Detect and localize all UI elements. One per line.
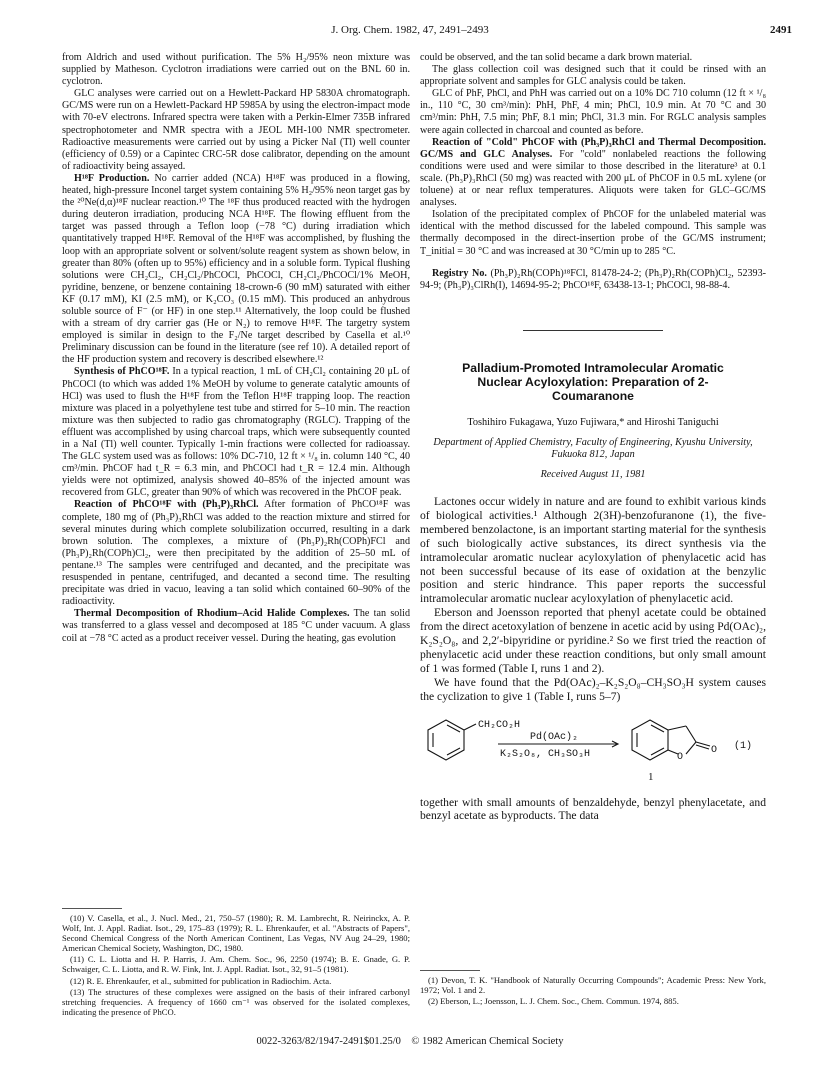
paragraph-isolation: Isolation of the precipitated complex of PhCOF for the unlabeled material was identical with the method discussed for the labeled compound. This sample was thermally decomposed in the direct-insertion probe of the GC/MS instrument; T_initial = 30 °C and was increased at 30 °C/min up to 285 °C.	[420, 209, 766, 257]
footnote-rule	[420, 970, 480, 971]
page-header	[0, 0, 820, 42]
text-synthesis: In a typical reaction, 1 mL of CH₂Cl₂ containing 20 μL of PhCOCl (to which was added 1% MeOH by volume to generate catalytic amounts of HCl) was used to flush the H¹⁸F from the Teflon H¹⁸F trapping loop. The reaction mixture was placed in a polyethylene test tube and stirred for 5–10 min. The reaction mixture was then subjected to radio gas chromatography (RGLC). Trapping of the effluent was accomplished by using charcoal traps, which were subsequently counted in a NaI (Tl) well counter. Typically 1-min fractions were collected for radioassay. The GLC system used was as follows: 10% DC-710, 12 ft × ¹/₈ in. column 140 °C, 40 cm³/min. PhCOF had t_R = 6.3 min, and PhCOCl had t_R = 12.4 min. Although yields were not optimized, analysis showed 40–85% of the injected amount was recovered from GLC, greater than 90% of which was recovered in the PhCOF peak.	[62, 366, 410, 499]
heading-reaction: Reaction of PhCO¹⁸F with (Ph₃P)₃RhCl.	[74, 499, 259, 511]
article-separator	[523, 330, 663, 331]
inner-bond	[651, 748, 664, 755]
footer-copyright: © 1982 American Chemical Society	[411, 1036, 564, 1047]
heading-synthesis: Synthesis of PhCO¹⁸F.	[74, 366, 170, 378]
journal-citation: J. Org. Chem. 1982, 47, 2491–2493	[331, 24, 489, 36]
text-cold-reaction: For "cold" nonlabeled reactions the following conditions were used and were similar to those described in the literature³ at 0.1 scale. (Ph₃P)₃RhCl (50 mg) was reacted with 200 μL of PhCOF in 0.5 mL xylene (or toluene) at or near reflux temperatures. Aliquots were taken for GLC–GC/MS analyses.	[420, 148, 766, 209]
inner-bond	[651, 725, 664, 732]
text-registry: (Ph₃P)₂Rh(COPh)¹⁸FCl, 81478-24-2; (Ph₃P)₂Rh(COPh)Cl₂, 52393-94-9; (Ph₃P)₃ClRh(I), 14694-95-2; PhCO¹⁸F, 63438-13-1; PhCOCl, 98-88-4.	[420, 267, 766, 291]
left-column	[62, 52, 410, 645]
footnote-10: (10) V. Casella, et al., J. Nucl. Med., 21, 750–57 (1980); R. M. Lambrecht, R. Neirinckx, A. P. Wolf, Int. J. Appl. Radiat. Isot., 29, 175–83 (1979); R. L. Ehrenkaufer, et al. "Abstracts of Papers", Second Chemical Congress of the North American Continent, Las Vegas, NV Aug 24–29, 1980; American Chemical Society, Washington, DC, 1980.	[62, 913, 410, 954]
footer-code: 0022-3263/82/1947-2491$01.25/0	[256, 1036, 401, 1047]
ring-bond	[686, 742, 696, 754]
ring-oxygen-label: O	[677, 751, 684, 763]
heading-h18f-production: H¹⁸F Production.	[74, 172, 150, 184]
heading-thermal: Thermal Decomposition of Rhodium–Acid Halide Complexes.	[74, 608, 350, 620]
article-paragraph-eberson: Eberson and Joensson reported that phenyl acetate could be obtained from the direct acetoxylation of benzene in acetic acid by using Pd(OAc)₂, K₂S₂O₈, and 2,2′-bipyridine or pyridine.² So we first tried the reaction of phenylacetic acid under these reaction conditions, but only small amount of 1 was formed (Table I, runs 1 and 2).	[420, 606, 766, 675]
reaction-scheme	[420, 710, 766, 788]
article-paragraph-byproducts: together with small amounts of benzaldehyde, benzyl phenylacetate, and benzyl acetate as byproducts. The data	[420, 795, 766, 823]
heading-registry: Registry No.	[432, 267, 487, 279]
paragraph-registry	[420, 268, 766, 292]
paragraph-collection-coil: The glass collection coil was designed such that it could be rinsed with an appropriate solvent and samples for GLC analysis could be taken.	[420, 64, 766, 88]
text-thermal: The tan solid was transferred to a glass vessel and decomposed at 185 °C under vacuum. A glass coil at −78 °C acted as a product receiver vessel. During the heating, gas evolution	[62, 608, 410, 644]
footnote-13: (13) The structures of these complexes were assigned on the basis of their infrared carbonyl stretching frequencies. A frequency of 1660 cm⁻¹ was observed for the isolated complexes, indicating the presence of PhCO.	[62, 986, 410, 1017]
footnote-1: (1) Devon, T. K. "Handbook of Naturally Occurring Compounds"; Academic Press: New York, 1972; Vol. 1 and 2.	[420, 975, 766, 996]
paragraph-h18f-production	[62, 173, 410, 367]
substituent-bond	[464, 724, 476, 730]
article-affiliation: Department of Applied Chemistry, Faculty of Engineering, Kyushu University, Fukuoka 812, Japan	[433, 436, 753, 460]
text-reaction: After formation of PhCO¹⁸F was complete, 180 mg of (Ph₃P)₃RhCl was added to the reaction mixture and stirred for several minutes during which complete solubilization occurred, resulting in a dark brown solution. The complexes, a mixture of (Ph₃P)₂Rh(COPh)FCl and (Ph₃P)₂Rh(COPh)Cl₂, were then precipitated by the addition of 25–50 mL of pentane.¹³ The samples were centrifuged and decanted, and the precipitate was resuspended in pentane, centrifuged, and decanted a second time. The resulting precipitate was dried in vacuo, leaving a tan solid which contained 60–90% of the radioactivity.	[62, 499, 410, 608]
page-number: 2491	[770, 24, 792, 36]
inner-bond	[447, 748, 460, 755]
ring-bond	[686, 726, 696, 742]
paragraph-reaction	[62, 499, 410, 608]
page-footer	[0, 1036, 820, 1047]
footnote-11: (11) C. L. Liotta and H. P. Harris, J. Am. Chem. Soc., 96, 2250 (1974); B. E. Gnade, G. P. Schwaiger, C. L. Liotta, and R. W. Fink, Int. J. Appl. Radiat. Isot., 32, 91–5 (1981).	[62, 954, 410, 975]
paragraph-continued: could be observed, and the tan solid became a dark brown material.	[420, 52, 693, 63]
left-footnotes	[62, 908, 410, 1018]
right-footnotes	[420, 970, 766, 1007]
reagent-above: Pd(OAc)₂	[530, 731, 579, 743]
heading-cold-reaction: Reaction of "Cold" PhCOF with (Ph₃P)₃RhCl and Thermal Decomposition. GC/MS and GLC Analyses.	[420, 136, 766, 160]
paragraph-cold-reaction	[420, 137, 766, 210]
footnote-rule	[62, 908, 122, 909]
right-column	[420, 52, 766, 823]
text-h18f-production: No carrier added (NCA) H¹⁸F was produced in a flowing, heated, high-pressure Inconel target system containing 5% H₂/95% neon target gas by the ²⁰Ne(d,α)¹⁸F nuclear reaction.¹⁰ The ¹⁸F thus produced reacted with the hydrogen during deuteron irradiation, producing NCA H¹⁸F. The flowing effluent from the target was passed through a Teflon loop (−78 °C) during irradiation which quantitatively trapped H¹⁸F. Removal of the H¹⁸F was accomplished, by flushing the loop with an appropriate solvent or solvent/solute reagent system as shown below, in greater than 80% (often up to 95%) efficiency and in a soluble form. Typical flushing solutions were CH₂Cl₂, CH₂Cl₂/PhCOCl, PhCOCl, CH₂Cl₂/PhCOCl/1% MeOH, pyridine, benzene, or benzene containing 18-crown-6 (90 mM) saturated with either KF (0.17 mM), KI (2.5 mM), or K₂CO₃ (0.15 mM). This produced an anhydrous soluble source of F⁻ (or HF) in one step.¹¹ Alternatively, the loop could be flushed with a stream of dry carrier gas (He or N₂) to remove H¹⁸F. The targetry system employed is similar in design to the F₂/Ne target described by Casella et al.¹⁰ Preliminary discussion can be found in the literature (see ref 10). A detailed report of the HF production system and recovery is described elsewhere.¹²	[62, 172, 410, 366]
equation-number: (1)	[734, 740, 753, 752]
paragraph-synthesis	[62, 366, 410, 499]
article-title: Palladium-Promoted Intramolecular Aromatic Nuclear Acyloxylation: Preparation of 2-Coumaranone	[462, 360, 724, 403]
reaction-scheme-drawing	[420, 710, 766, 788]
reagent-below: K₂S₂O₈, CH₃SO₃H	[500, 748, 591, 760]
article-authors: Toshihiro Fukagawa, Yuzo Fujiwara,* and Hiroshi Taniguchi	[467, 416, 719, 428]
paragraph-materials: from Aldrich and used without purification. The 5% H₂/95% neon mixture was supplied by Matheson. Cyclotron irradiations were carried out on the BNL 60 in. cyclotron.	[62, 52, 410, 88]
product-label: 1	[648, 770, 654, 783]
ring-bond	[668, 726, 686, 730]
article-body	[420, 495, 766, 823]
substituent-label: CH₂CO₂H	[478, 719, 521, 731]
footnote-12: (12) R. E. Ehrenkaufer, et al., submitted for publication in Radiochim. Acta.	[70, 975, 332, 986]
paragraph-thermal	[62, 608, 410, 644]
article-paragraph-intro: Lactones occur widely in nature and are found to exhibit various kinds of biological activities.¹ Although 2(3H)-benzofuranone (1), the five-membered benzolactone, is an important starting material for the synthesis of such biologically active substances, its direct synthesis via the intramolecular aromatic nuclear acyloxylation of phenylacetic acid has not been successful because of its ease of oxidation at the benzylic position and steric hindrance. This paper reports the successful intramolecular aromatic nuclear acyloxylation of phenylacetic acid.	[420, 494, 766, 606]
footnote-2: (2) Eberson, L.; Joensson, L. J. Chem. Soc., Chem. Commun. 1974, 885.	[428, 996, 679, 1007]
carbonyl-oxygen-label: O	[711, 744, 718, 756]
paragraph-glc: GLC of PhF, PhCl, and PhH was carried out on a 10% DC 710 column (12 ft × ¹/₈ in., 110 °C, 30 cm³/min): PhH, PhF, 4 min; PhCl, 10.9 min. At 70 °C and 30 cm³/min: PhH, 7.5 min; PhF, 8.1 min; PhCl, 31.3 min. For RGLC analysis samples were again collected in charcoal and counted as before.	[420, 88, 766, 136]
article-received-date: Received August 11, 1981	[540, 468, 646, 480]
inner-bond	[447, 725, 460, 732]
paragraph-instruments: GLC analyses were carried out on a Hewlett-Packard HP 5830A chromatograph. GC/MS were run on a Hewlett-Packard HP 5985A by using the electron-impact mode with 70-eV electrons. Infrared spectra were taken with a Perkin-Elmer 735B infrared spectrophotometer and NMR spectra with a JEOL MH-100 NMR spectrometer. Radioactive measurements were carried out by using a Picker NaI (Tl) well counter (efficiency of 0.59) or a Capintec CRC-5R dose calibrator, depending on the amount of radioactivity being assayed.	[62, 88, 410, 172]
article-paragraph-system: We have found that the Pd(OAc)₂–K₂S₂O₈–CH₃SO₃H system causes the cyclization to give 1 (Table I, runs 5–7)	[420, 675, 766, 703]
